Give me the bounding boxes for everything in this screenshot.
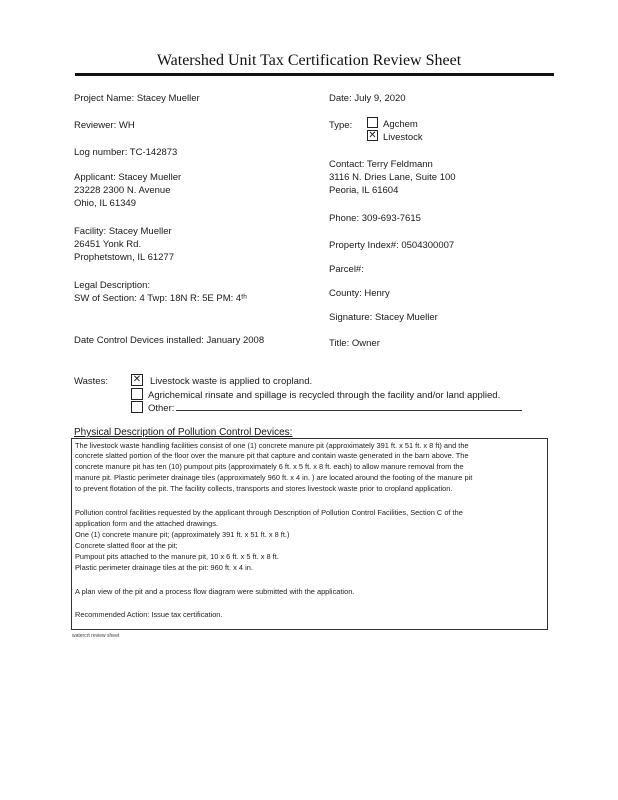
waste-option-other: Other: [148,403,175,414]
phone: Phone: 309-693-7615 [329,213,421,224]
title-rule [75,73,554,76]
para3: A plan view of the pit and a process flow diagram were submitted with the application. [75,587,355,596]
log-number: Log number: TC-142873 [74,147,178,158]
reviewer: Reviewer: WH [74,120,135,131]
other-fill-line [176,409,522,411]
facility-name: Facility: Stacey Mueller [74,226,172,237]
para1-line2: concrete slatted portion of the floor over the manure pit that capture and contain waste generated in the barn above. The [75,451,469,460]
document-title: Watershed Unit Tax Certification Review Sheet [156,52,462,69]
para1-line5: to prevent flotation of the pit. The facility collects, transports and stores livestock waste prior to cropland application. [75,484,453,493]
checkbox-livestock[interactable]: ✕ [368,130,377,141]
legal-description-value: SW of Section: 4 Twp: 18N R: 5E PM: 4ᵗʰ [74,293,247,304]
date-installed: Date Control Devices installed: January 2008 [74,335,265,346]
wastes-label: Wastes: [74,376,108,387]
contact-city: Peoria, IL 61604 [329,185,399,196]
type-agchem-label: Agchem [383,119,418,130]
property-index: Property Index#: 0504300007 [329,240,455,251]
physical-description-heading: Physical Description of Pollution Control Devices: [74,427,293,438]
parcel: Parcel#: [329,264,364,275]
para1-line1: The livestock waste handling facilities consist of one (1) concrete manure pit (approximately 391 ft. x 51 ft. x 8 ft) and the [75,441,469,450]
para2-line4: Concrete slatted floor at the pit; [75,541,178,550]
para2-line5: Pumpout pits attached to the manure pit, 10 x 6 ft. x 5 ft. x 8 ft. [75,552,279,561]
type-livestock-label: Livestock [383,132,423,143]
checkbox-livestock-waste[interactable]: ✕ [132,374,142,385]
checkbox-other[interactable] [131,401,143,413]
para1-line4: manure pit. Plastic perimeter drainage tiles (approximately 960 ft. x 4 in. ) are located around the footing of the manure pit [75,473,473,482]
review-date: Date: July 9, 2020 [329,93,406,104]
para2-line2: application form and the attached drawings. [75,519,218,528]
contact-name: Contact: Terry Feldmann [329,159,433,170]
signature: Signature: Stacey Mueller [329,312,438,323]
footer-note: watercrt review sheet [72,633,120,639]
para2-line3: One (1) concrete manure pit; (approximately 391 ft. x 51 ft. x 8 ft.) [75,530,290,539]
waste-option-livestock: Livestock waste is applied to cropland. [150,376,313,387]
para1-line3: concrete manure pit has ten (10) pumpout pits (approximately 6 ft. x 5 ft. x 8 ft. each) to allow manure removal from the [75,462,464,471]
applicant-street: 23228 2300 N. Avenue [74,185,171,196]
applicant-city: Ohio, IL 61349 [74,198,136,209]
checkbox-agchem[interactable] [367,117,378,128]
project-name: Project Name: Stacey Mueller [74,93,200,104]
county: County: Henry [329,288,390,299]
facility-city: Prophetstown, IL 61277 [74,252,174,263]
contact-street: 3116 N. Dries Lane, Suite 100 [329,172,456,183]
legal-description-label: Legal Description: [74,280,151,291]
waste-option-agrichemical: Agrichemical rinsate and spillage is recycled through the facility and/or land applied. [148,390,501,401]
type-label: Type: [329,120,353,131]
facility-street: 26451 Yonk Rd. [74,239,142,250]
applicant-name: Applicant: Stacey Mueller [74,172,182,183]
para4-recommended-action: Recommended Action: Issue tax certification. [75,610,223,619]
checkbox-agrichemical[interactable] [131,388,143,400]
para2-line1: Pollution control facilities requested by the applicant through Description of Pollution Control Facilities, Section C of the [75,508,463,517]
para2-line6: Plastic perimeter drainage tiles at the pit: 960 ft. x 4 in. [75,563,253,572]
title-role: Title: Owner [329,338,380,349]
